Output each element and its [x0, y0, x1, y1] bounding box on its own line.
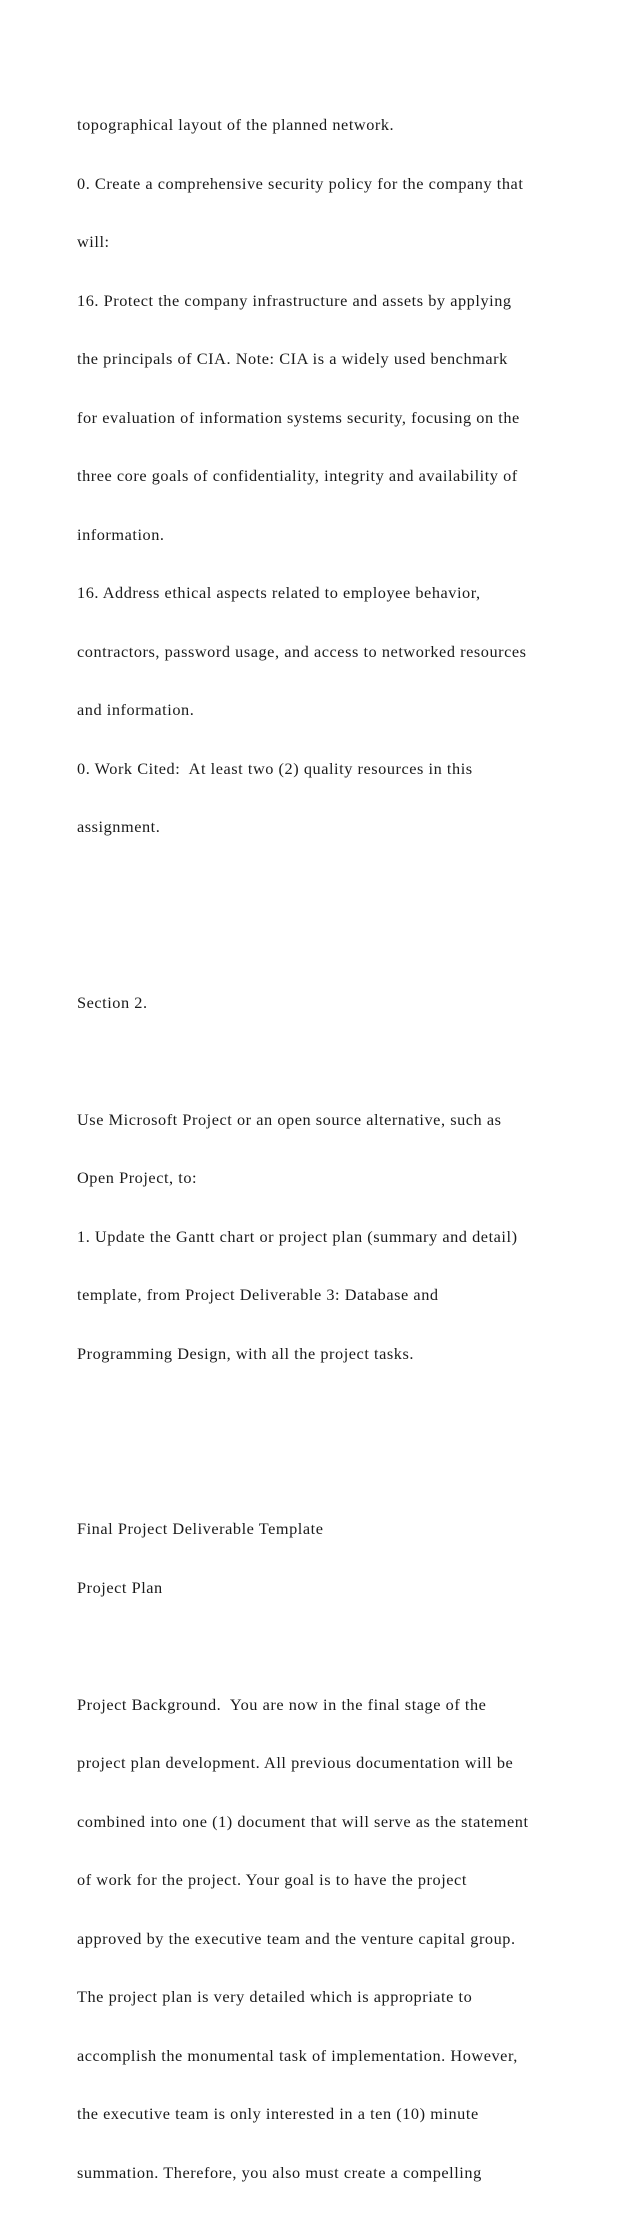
text-line: information. [77, 524, 165, 544]
blank-line [77, 1636, 597, 1656]
text-line: topographical layout of the planned network. [77, 115, 395, 134]
text-line: of work for the project. Your goal is to have the project [77, 1870, 467, 1889]
text-line: three core goals of confidentiality, integrity and availability of [77, 466, 518, 485]
text-line: 1. Update the Gantt chart or project plan (summary and detail) [77, 1226, 518, 1246]
section-heading: Section 2. [77, 992, 148, 1012]
template-title: Final Project Deliverable Template [77, 1519, 324, 1538]
blank-line [77, 1051, 597, 1071]
text-line: Programming Design, with all the project tasks. [77, 1343, 414, 1363]
text-line: summation. Therefore, you also must create a compelling [77, 2162, 482, 2182]
text-line: Project Background. You are now in the final stage of the [77, 1694, 487, 1714]
text-line: project plan development. All previous documentation will be [77, 1753, 514, 1772]
text-line: the principals of CIA. Note: CIA is a widely used benchmark [77, 349, 508, 368]
text-line: contractors, password usage, and access to networked resources [77, 641, 527, 661]
text-line: and information. [77, 700, 195, 719]
text-line: 0. Work Cited: At least two (2) quality resources in this [77, 758, 473, 778]
text-line: 16. Address ethical aspects related to employee behavior, [77, 583, 481, 602]
document-body [77, 76, 597, 2221]
text-line: combined into one (1) document that will serve as the statement [77, 1811, 529, 1831]
text-line: approved by the executive team and the venture capital group. [77, 1928, 516, 1948]
blank-line [77, 876, 597, 896]
blank-line [77, 1461, 597, 1481]
blank-line [77, 934, 597, 954]
text-line: template, from Project Deliverable 3: Database and [77, 1285, 439, 1304]
text-line: will: [77, 232, 110, 251]
text-line: Use Microsoft Project or an open source alternative, such as [77, 1109, 502, 1129]
text-line: 16. Protect the company infrastructure and assets by applying [77, 290, 512, 310]
text-line: The project plan is very detailed which is appropriate to [77, 1987, 473, 2006]
template-subtitle: Project Plan [77, 1577, 163, 1597]
text-line: Open Project, to: [77, 1168, 198, 1187]
text-line: the executive team is only interested in a ten (10) minute [77, 2104, 479, 2123]
text-line: assignment. [77, 817, 161, 836]
blank-line [77, 1402, 597, 1422]
text-line: 0. Create a comprehensive security policy for the company that [77, 173, 524, 193]
text-line: accomplish the monumental task of implementation. However, [77, 2045, 518, 2065]
text-line: for evaluation of information systems security, focusing on the [77, 407, 520, 427]
